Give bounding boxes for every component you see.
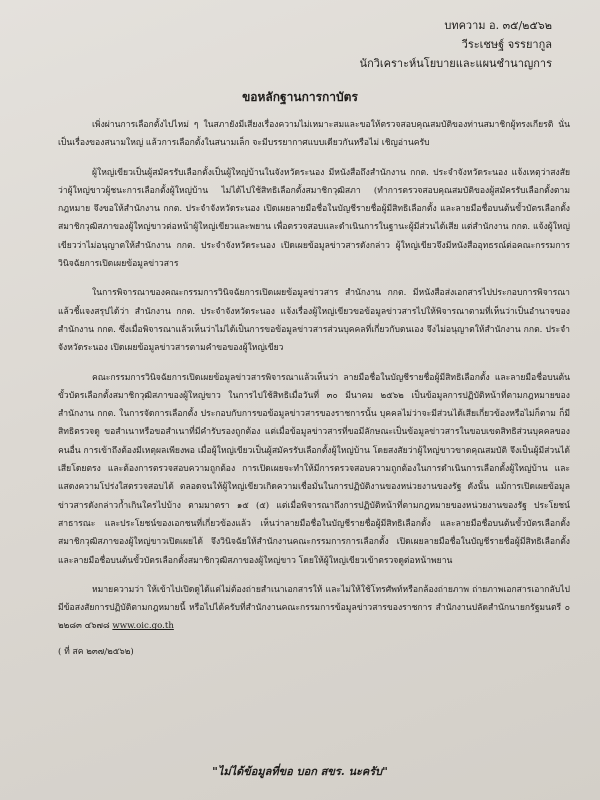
document-title: ขอหลักฐานการกาบัตร (242, 90, 358, 104)
website-link[interactable]: www.oic.go.th (112, 621, 174, 632)
body-paragraph-1: เพิ่งผ่านการเลือกตั้งไปไหม่ ๆ ในสภายังมีเสียงเรื่องความไม่เหมาะสมและขอให้ตรวจสอบคุณสมบัติของท่านสมาชิกผู้ทรงเกียรติ นั่นเป็นเรื่องของสนามใหญ่ แล้วการเลือกตั้งในสนามเล็ก จะมีบรรยากาศแบบเดียวกันหรือไม่ เชิญอ่านครับ (58, 120, 570, 149)
author-name: วีระเชษฐ์ จรรยากูล (461, 38, 552, 51)
reference-number: ( ที่ สค ๒๓๗/๒๕๖๒) (58, 646, 134, 657)
contact-paragraph (58, 581, 570, 636)
body-paragraph-3: ในการพิจารณาของคณะกรรมการวินิจฉัยการเปิดเผยข้อมูลข่าวสาร สำนักงาน กกต. มีหนังสือส่งเอกสารไปประกอบการพิจารณาแล้วชี้แจงสรุปได้ว่า สำนักงาน กกต. ประจำจังหวัดระนอง แจ้งเรื่องผู้ใหญ่เขียวขอข้อมูลข่าวสารไปให้พิจารณาตามที่เห็นว่าเป็นอำนาจของสำนักงาน กกต. ซึ่งเมื่อพิจารณาแล้วเห็นว่าไม่ได้เป็นการขอข้อมูลข่าวสารส่วนบุคคลที่เกี่ยวกับตนเอง จึงไม่อนุญาตให้สำนักงาน กกต. ประจำจังหวัดระนอง เปิดเผยข้อมูลข่าวสารตามคำขอของผู้ใหญ่เขียว (58, 288, 570, 354)
body-paragraph-2: ผู้ใหญ่เขียวเป็นผู้สมัครรับเลือกตั้งเป็นผู้ใหญ่บ้านในจังหวัดระนอง มีหนังสือถึงสำนักงาน กกต. ประจำจังหวัดระนอง แจ้งเหตุว่าสงสัยว่าผู้ใหญ่ขาวผู้ชนะการเลือกตั้งผู้ใหญ่บ้าน ไม่ได้ไปใช้สิทธิเลือกตั้งสมาชิกวุฒิสภา (ทำการตรวจสอบคุณสมบัติของผู้สมัครรับเลือกตั้งตามกฎหมาย จึงขอให้สำนักงาน กกต. ประจำจังหวัดระนอง เปิดเผยลายมือชื่อในบัญชีรายชื่อผู้มีสิทธิเลือกตั้ง และลายมือชื่อบนต้นขั้วบัตรเลือกตั้งสมาชิกวุฒิสภาของผู้ใหญ่ขาวต่อหน้าผู้ใหญ่เขียวและพยาน เพื่อตรวจสอบและดำเนินการในฐานะผู้มีส่วนได้เสีย แต่สำนักงาน กกต. แจ้งผู้ใหญ่เขียวว่าไม่อนุญาตให้สำนักงาน กกต. ประจำจังหวัดระนอง เปิดเผยข้อมูลข่าวสารดังกล่าว ผู้ใหญ่เขียวจึงมีหนังสืออุทธรณ์ต่อคณะกรรมการวินิจฉัยการเปิดเผยข้อมูลข่าวสาร (58, 167, 570, 270)
body-paragraph-4: คณะกรรมการวินิจฉัยการเปิดเผยข้อมูลข่าวสารพิจารณาแล้วเห็นว่า ลายมือชื่อในบัญชีรายชื่อผู้มีสิทธิเลือกตั้ง และลายมือชื่อบนต้นขั้วบัตรเลือกตั้งสมาชิกวุฒิสภาของผู้ใหญ่ขาว ในการไปใช้สิทธิเมื่อวันที่ ๓๐ มีนาคม ๒๕๖๒ เป็นข้อมูลการปฏิบัติหน้าที่ตามกฎหมายของสำนักงาน กกต. ในการจัดการเลือกตั้ง ประกอบกับการขอข้อมูลข่าวสารของราชการนั้น บุคคลไม่ว่าจะมีส่วนได้เสียเกี่ยวข้องหรือไม่ก็ตาม ก็มีสิทธิตรวจดู ขอสำเนาหรือขอสำเนาที่มีคำรับรองถูกต้อง แต่เมื่อข้อมูลข่าวสารที่ขอมีลักษณะเป็นข้อมูลข่าวสารในขอบเขตสิทธิส่วนบุคคลของคนอื่น การเข้าถึงต้องมีเหตุผลเพียงพอ เมื่อผู้ใหญ่เขียวเป็นผู้สมัครรับเลือกตั้งผู้ใหญ่บ้าน โดยสงสัยว่าผู้ใหญ่ขาวขาดคุณสมบัติ จึงเป็นผู้มีส่วนได้เสียโดยตรง และต้องการตรวจสอบความถูกต้อง การเปิดเผยจะทำให้มีการตรวจสอบความถูกต้องในการดำเนินการเลือกตั้งผู้ใหญ่บ้าน และแสดงความโปร่งใสตรวจสอบได้ ตลอดจนให้ผู้ใหญ่เขียวเกิดความเชื่อมั่นในการปฏิบัติงานของหน่วยงานของรัฐ ดังนั้น แม้การเปิดเผยข้อมูลข่าวสารดังกล่าวก้ำเกินใครไปบ้าง ตามมาตรา ๑๕ (๕) แต่เมื่อพิจารณาถึงการปฏิบัติหน้าที่ตามกฎหมายของหน่วยงานของรัฐ ประโยชน์สาธารณะ และประโยชน์ของเอกชนที่เกี่ยวข้องแล้ว เห็นว่าลายมือชื่อในบัญชีรายชื่อผู้มีสิทธิเลือกตั้ง และลายมือชื่อบนต้นขั้วบัตรเลือกตั้งสมาชิกวุฒิสภาของผู้ใหญ่ขาวเปิดเผยได้ จึงวินิจฉัยให้สำนักงานคณะกรรมการการเลือกตั้ง เปิดเผยลายมือชื่อในบัญชีรายชื่อผู้มีสิทธิเลือกตั้ง และลายมือชื่อบนต้นขั้วบัตรเลือกตั้งสมาชิกวุฒิสภาของผู้ใหญ่ขาว โดยให้ผู้ใหญ่เขียวเข้าตรวจดูต่อหน้าพยาน (58, 372, 570, 566)
document-header (322, 16, 552, 73)
author-position: นักวิเคราะห์นโยบายและแผนชำนาญการ (359, 57, 552, 70)
contact-text: หมายความว่า ให้เข้าไปเปิดดูได้แต่ไม่ต้องถ่ายสำเนาเอกสารให้ และไม่ให้ใช้โทรศัพท์หรือกล้องถ่ายภาพ ถ่ายภาพเอกสารเอากลับไป มีข้อสงสัยการปฏิบัติตามกฎหมายนี้ หรือไปได้ครับที่สำนักงานคณะกรรมการข้อมูลข่าวสารของราชการ สำนักงานปลัดสำนักนายกรัฐมนตรี ๐ ๒๒๘๓ ๔๖๗๘ (58, 584, 570, 632)
article-number: บทความ อ. ๓๕/๒๕๖๒ (444, 19, 552, 32)
document-body (58, 116, 570, 672)
footer-quote: "ไม่ได้ข้อมูลที่ขอ บอก สขร. นะครับ" (212, 765, 388, 778)
